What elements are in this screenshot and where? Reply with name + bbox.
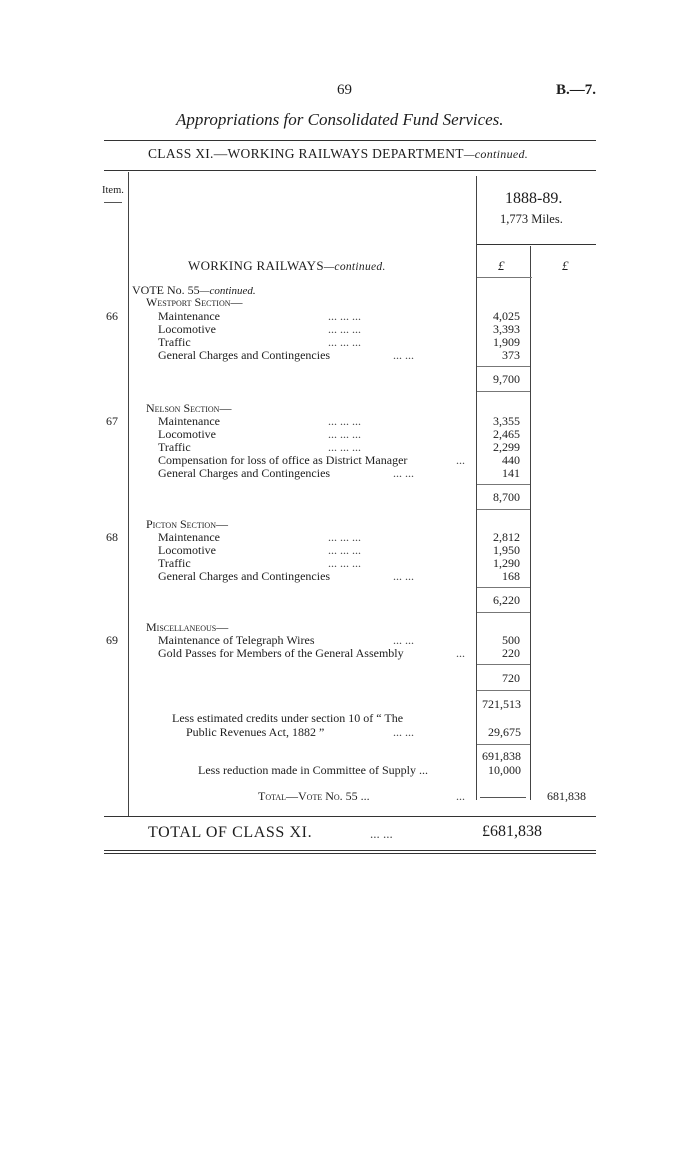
westport-row-general-value: 373	[502, 348, 520, 362]
westport-subtotal-underline	[477, 391, 530, 392]
nelson-row-maintenance-label: Maintenance	[158, 414, 220, 428]
nelson-subtotal-underline	[477, 509, 530, 510]
nelson-row-compensation-label: Compensation for loss of office as District Manager	[158, 453, 408, 467]
nelson-row-general-label: General Charges and Contingencies	[158, 466, 331, 480]
item-column-header: Item.	[102, 185, 124, 196]
picton-row-locomotive-label: Locomotive	[158, 543, 216, 557]
picton-subtotal-rule	[477, 587, 530, 588]
final-double-rule-bottom	[104, 853, 596, 854]
nelson-row-general-leader: ... ...	[393, 466, 414, 480]
vote-heading-continued: —continued.	[199, 285, 256, 297]
westport-subtotal: 9,700	[493, 372, 520, 386]
misc-section-heading: Miscellaneous—	[146, 620, 229, 634]
nelson-row-locomotive-label: Locomotive	[158, 427, 216, 441]
westport-row-general-label: General Charges and Contingencies	[158, 348, 331, 362]
reduction-value: 10,000	[488, 763, 521, 777]
title-rule	[104, 140, 596, 141]
less-credits-line1: Less estimated credits under section 10 of “ The	[172, 711, 404, 725]
westport-row-general-leader: ... ...	[393, 348, 414, 362]
misc-subtotal-rule	[477, 664, 530, 665]
misc-row-goldpass-label: Gold Passes for Members of the General Assembly	[158, 646, 404, 660]
nelson-row-traffic-label: Traffic	[158, 440, 191, 454]
westport-row-maintenance-label: Maintenance	[158, 309, 220, 323]
westport-row-locomotive-label: Locomotive	[158, 322, 216, 336]
total-vote-dash	[480, 797, 526, 798]
picton-row-maintenance-leader: ... ... ...	[328, 530, 361, 544]
westport-section-heading: Westport Section—	[146, 295, 243, 309]
picton-subtotal-underline	[477, 612, 530, 613]
picton-row-locomotive-value: 1,950	[493, 543, 520, 557]
item-header-dash	[104, 202, 122, 203]
misc-row-telegraph-value: 500	[502, 633, 520, 647]
picton-row-locomotive-leader: ... ... ...	[328, 543, 361, 557]
picton-row-traffic-value: 1,290	[493, 556, 520, 570]
class-total-label: TOTAL OF CLASS XI.	[148, 824, 313, 841]
section-title-continued: —continued.	[323, 261, 386, 273]
class-total-value: £681,838	[482, 823, 542, 840]
page-number: 69	[337, 82, 352, 98]
less-reduction-label: Less reduction made in Committee of Supply ...	[198, 763, 428, 777]
class-total-leader: ... ...	[370, 826, 393, 841]
gross-total: 721,513	[482, 697, 521, 711]
picton-item-number: 68	[106, 530, 118, 544]
misc-row-goldpass-leader: ...	[456, 646, 465, 660]
nelson-subtotal-rule	[477, 484, 530, 485]
table-top-rule	[104, 170, 596, 171]
westport-row-maintenance-leader: ... ... ...	[328, 309, 361, 323]
picton-row-traffic-leader: ... ... ...	[328, 556, 361, 570]
misc-row-telegraph-label: Maintenance of Telegraph Wires	[158, 633, 315, 647]
item-column-rule	[128, 172, 129, 816]
westport-subtotal-rule	[477, 366, 530, 367]
nelson-row-maintenance-value: 3,355	[493, 414, 520, 428]
westport-row-traffic-value: 1,909	[493, 335, 520, 349]
westport-row-locomotive-value: 3,393	[493, 322, 520, 336]
misc-subtotal-underline	[477, 690, 530, 691]
pound-heading-2: £	[562, 258, 569, 273]
nelson-row-traffic-leader: ... ... ...	[328, 440, 361, 454]
total-vote-value: 681,838	[547, 789, 586, 803]
picton-row-general-leader: ... ...	[393, 569, 414, 583]
westport-row-traffic-label: Traffic	[158, 335, 191, 349]
net-total: 691,838	[482, 749, 521, 763]
final-double-rule-top	[104, 850, 596, 851]
nelson-row-traffic-value: 2,299	[493, 440, 520, 454]
picton-row-maintenance-label: Maintenance	[158, 530, 220, 544]
class-heading-main: CLASS XI.—WORKING RAILWAYS DEPARTMENT	[148, 146, 464, 161]
vote-heading-main: VOTE No. 55	[132, 283, 200, 297]
picton-section-heading: Picton Section—	[146, 517, 228, 531]
miles-heading: 1,773 Miles.	[500, 212, 563, 226]
nelson-row-compensation-value: 440	[502, 453, 520, 467]
picton-subtotal: 6,220	[493, 593, 520, 607]
amount-column-rule-2	[530, 246, 531, 800]
nelson-row-general-value: 141	[502, 466, 520, 480]
less-credits-leader: ... ...	[393, 725, 414, 739]
class-heading	[148, 146, 528, 162]
misc-row-telegraph-leader: ... ...	[393, 633, 414, 647]
misc-row-goldpass-value: 220	[502, 646, 520, 660]
nelson-row-compensation-leader: ...	[456, 453, 465, 467]
picton-row-general-label: General Charges and Contingencies	[158, 569, 331, 583]
class-heading-continued: —continued.	[463, 147, 529, 161]
westport-row-locomotive-leader: ... ... ...	[328, 322, 361, 336]
picton-row-general-value: 168	[502, 569, 520, 583]
pound-rule	[477, 277, 532, 278]
total-vote-label: Total—Vote No. 55 ...	[258, 789, 370, 803]
nelson-item-number: 67	[106, 414, 118, 428]
net-rule	[477, 744, 530, 745]
year-rule	[477, 244, 596, 245]
year-heading: 1888-89.	[505, 190, 563, 207]
credits-value: 29,675	[488, 725, 521, 739]
table-bottom-rule	[104, 816, 596, 817]
nelson-row-locomotive-value: 2,465	[493, 427, 520, 441]
nelson-row-locomotive-leader: ... ... ...	[328, 427, 361, 441]
document-code: B.—7.	[556, 82, 597, 98]
section-title-main: WORKING RAILWAYS	[188, 258, 324, 273]
pound-heading-1: £	[498, 258, 505, 273]
less-credits-line2: Public Revenues Act, 1882 ”	[186, 725, 325, 739]
nelson-subtotal: 8,700	[493, 490, 520, 504]
nelson-row-maintenance-leader: ... ... ...	[328, 414, 361, 428]
misc-item-number: 69	[106, 633, 118, 647]
westport-row-maintenance-value: 4,025	[493, 309, 520, 323]
misc-subtotal: 720	[502, 671, 520, 685]
picton-row-maintenance-value: 2,812	[493, 530, 520, 544]
nelson-section-heading: Nelson Section—	[146, 401, 232, 415]
picton-row-traffic-label: Traffic	[158, 556, 191, 570]
westport-row-traffic-leader: ... ... ...	[328, 335, 361, 349]
page-title: Appropriations for Consolidated Fund Services.	[176, 110, 504, 129]
westport-item-number: 66	[106, 309, 118, 323]
total-vote-leader: ...	[456, 789, 465, 803]
section-title	[188, 258, 386, 274]
